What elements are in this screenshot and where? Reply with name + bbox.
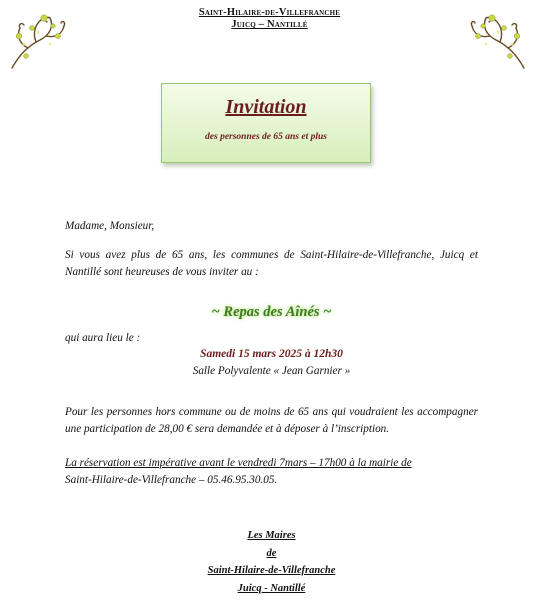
event-date: Samedi 15 mars 2025 à 12h30: [200, 348, 343, 360]
event-venue: Salle Polyvalente « Jean Garnier »: [192, 365, 351, 377]
reservation-contact: Saint-Hilaire-de-Villefranche – 05.46.95.30.05.: [65, 473, 278, 486]
participation-paragraph: Pour les personnes hors commune ou de moins de 65 ans qui voudraient les accompagner une participation de 28,00 € sera demandée et à déposer à l’inscription.: [65, 406, 478, 435]
invitation-box: [161, 83, 371, 163]
lieu-intro: qui aura lieu le :: [65, 332, 141, 344]
event-name: ~ Repas des Aînés ~: [211, 304, 332, 320]
reservation-paragraph: [65, 455, 478, 488]
invitation-title: Invitation: [225, 96, 307, 118]
intro-paragraph: Si vous avez plus de 65 ans, les communes de Saint-Hilaire-de-Villefranche, Juicq et Nantillé sont heureuses de vous inviter au :: [65, 249, 478, 278]
letterhead-line-2: Juicq – Nantillé: [231, 19, 308, 30]
greeting: Madame, Monsieur,: [65, 220, 155, 232]
signature-line-4: Juicq - Nantillé: [237, 582, 306, 594]
signature-line-2: de: [266, 547, 277, 559]
signature-line-1: Les Maires: [247, 530, 296, 541]
letterhead-line-1: Saint-Hilaire-de-Villefranche: [198, 7, 341, 18]
signature-line-3: Saint-Hilaire-de-Villefranche: [207, 565, 336, 576]
reservation-deadline: La réservation est impérative avant le vendredi 7mars – 17h00 à la mairie de: [65, 457, 412, 469]
invitation-subtitle: des personnes de 65 ans et plus: [205, 132, 327, 142]
letterhead: [0, 7, 539, 31]
signature-block: [65, 527, 478, 597]
